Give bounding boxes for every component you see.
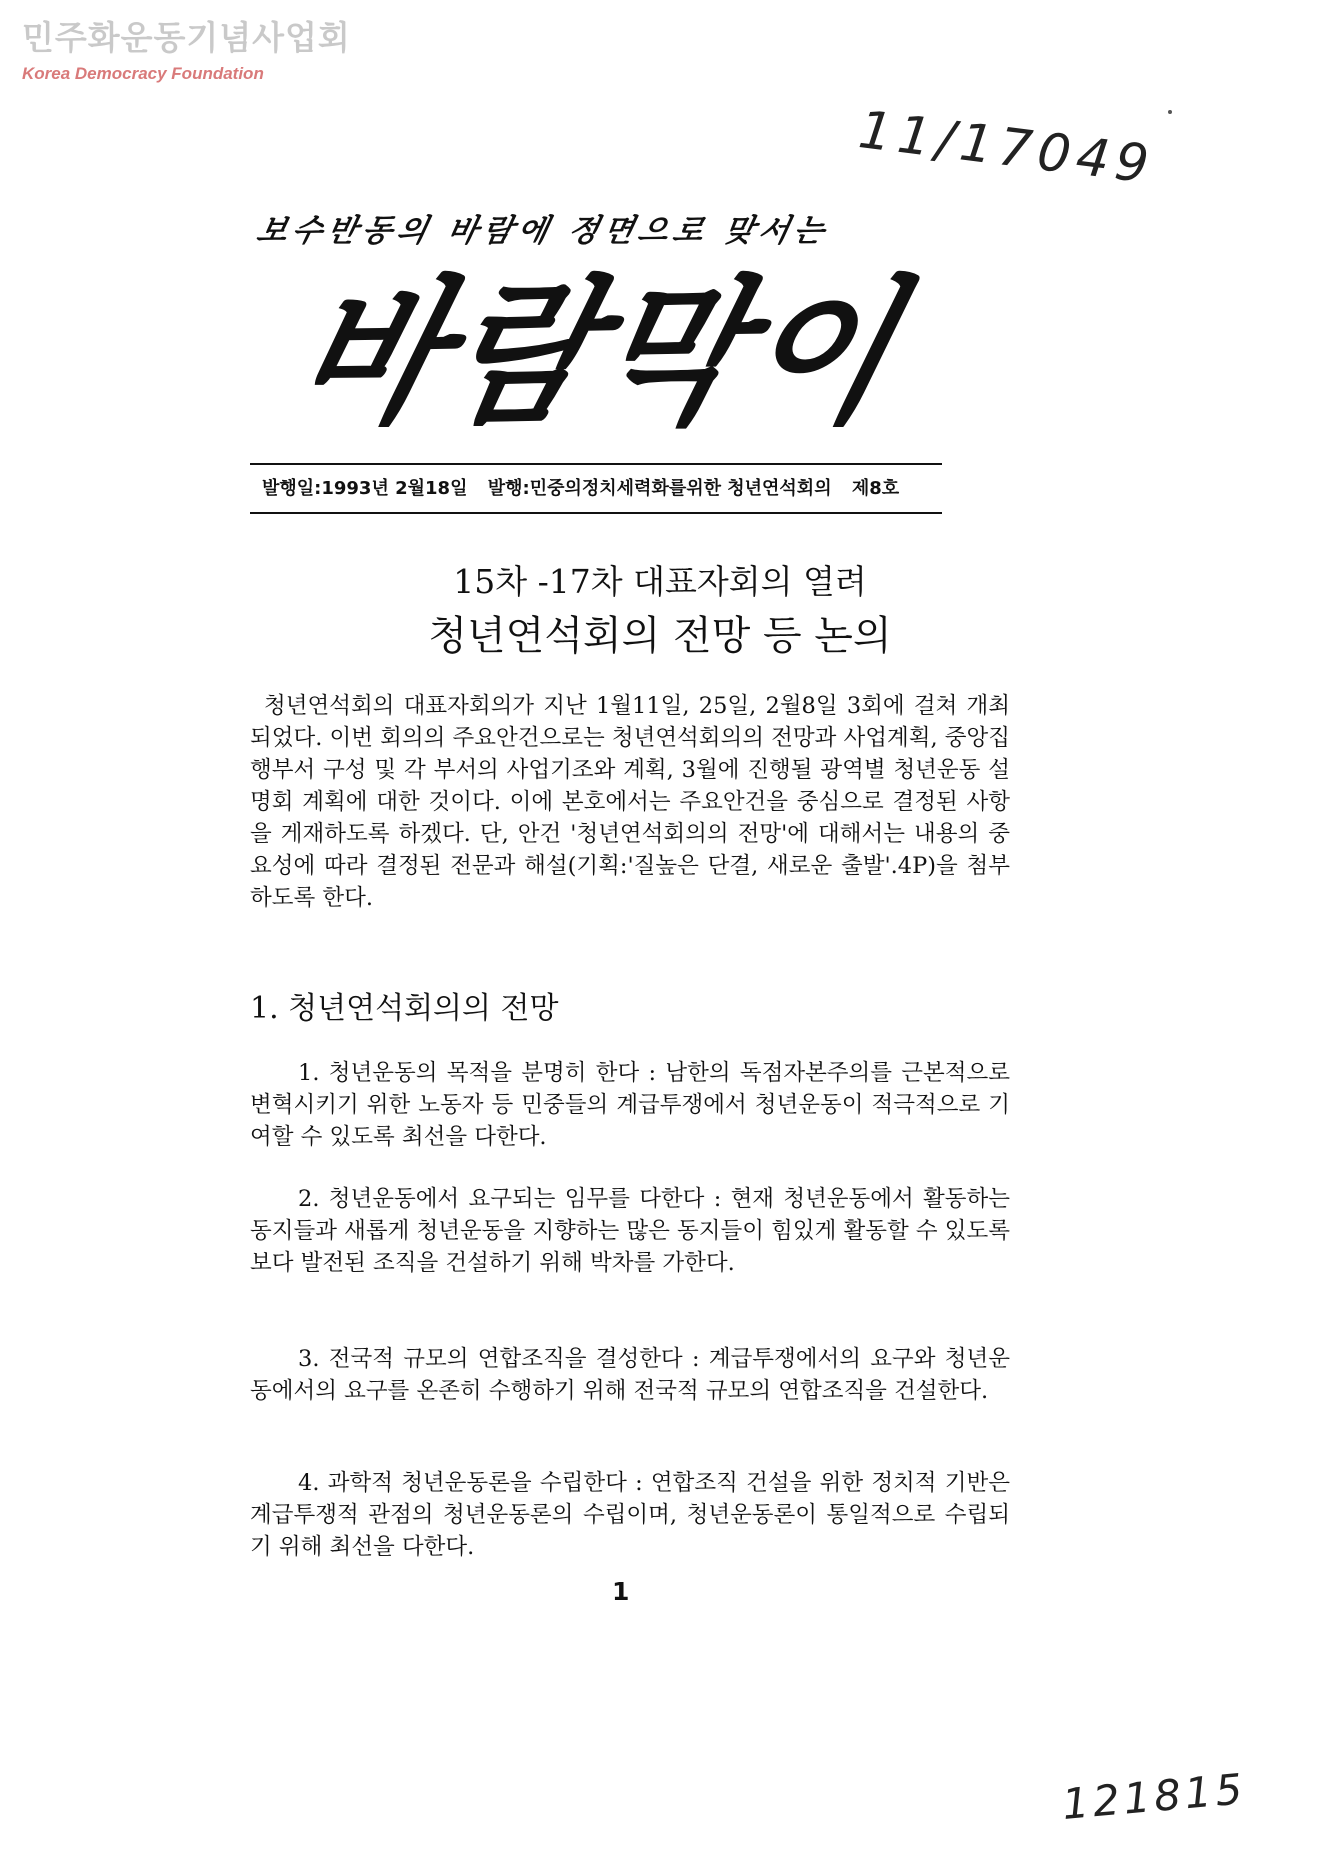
section-item-1 (250, 1057, 1010, 1153)
masthead-title: 바람막이 (276, 260, 919, 446)
headline-line-2: 청년연석회의 전망 등 논의 (428, 613, 892, 659)
publication-date: 발행일:1993년 2월18일 (262, 478, 468, 499)
intro-paragraph (250, 690, 1010, 914)
publication-publisher: 발행:민중의정치세력화를위한 청년연석회의 (487, 478, 832, 499)
watermark-korean: 민주화운동기념사업회 (22, 18, 351, 57)
divider-top (250, 463, 942, 465)
scan-speck (1168, 110, 1172, 114)
masthead-slogan: 보수반동의 바람에 정면으로 맞서는 (253, 213, 833, 249)
section-heading: 1. 청년연석회의의 전망 (250, 991, 559, 1026)
watermark-english: Korea Democracy Foundation (22, 64, 264, 83)
divider-bottom (250, 512, 942, 514)
section-item-text: 4. 과학적 청년운동론을 수립한다 : 연합조직 건설을 위한 정치적 기반은 계급투쟁적 관점의 청년운동론의 수립이며, 청년운동론이 통일적으로 수립되기 위해 최선을 다한다. (250, 1470, 1010, 1560)
section-item-text: 1. 청년운동의 목적을 분명히 한다 : 남한의 독점자본주의를 근본적으로 변혁시키기 위한 노동자 등 민중들의 계급투쟁에서 청년운동이 적극적으로 기여할 수 있도록 최선을 다한다. (250, 1060, 1010, 1150)
publication-issue: 제8호 (851, 478, 900, 499)
section-item-text: 3. 전국적 규모의 연합조직을 결성한다 : 계급투쟁에서의 요구와 청년운동에서의 요구를 온존히 수행하기 위해 전국적 규모의 연합조직을 건설한다. (250, 1346, 1010, 1404)
handwritten-number-bottom: 121815 (1060, 1764, 1249, 1829)
section-item-2 (250, 1183, 1010, 1279)
section-item-3 (250, 1343, 1010, 1407)
section-item-4 (250, 1467, 1010, 1563)
headline-line-1: 15차 -17차 대표자회의 열려 (453, 562, 867, 601)
section-item-text: 2. 청년운동에서 요구되는 임무를 다한다 : 현재 청년운동에서 활동하는 동지들과 새롭게 청년운동을 지향하는 많은 동지들이 힘있게 활동할 수 있도록 보다 발전된 조직을 건설하기 위해 박차를 가한다. (250, 1186, 1010, 1276)
publication-info (262, 474, 913, 500)
handwritten-number-top: 11/17049 (855, 100, 1158, 196)
intro-text: 청년연석회의 대표자회의가 지난 1월11일, 25일, 2월8일 3회에 걸쳐 개최되었다. 이번 회의의 주요안건으로는 청년연석회의의 전망과 사업계획, 중앙집행부서 구성 및 각 부서의 사업기조와 계획, 3월에 진행될 광역별 청년운동 설명회 계획에 대한 것이다. 이에 본호에서는 주요안건을 중심으로 결정된 사항을 게재하도록 하겠다. 단, 안건 '청년연석회의의 전망'에 대해서는 내용의 중요성에 따라 결정된 전문과 해설(기획:'질높은 단결, 새로운 출발'.4P)을 첨부하도록 한다. (250, 693, 1010, 911)
watermark (22, 18, 351, 84)
page-number: 1 (612, 1577, 630, 1606)
